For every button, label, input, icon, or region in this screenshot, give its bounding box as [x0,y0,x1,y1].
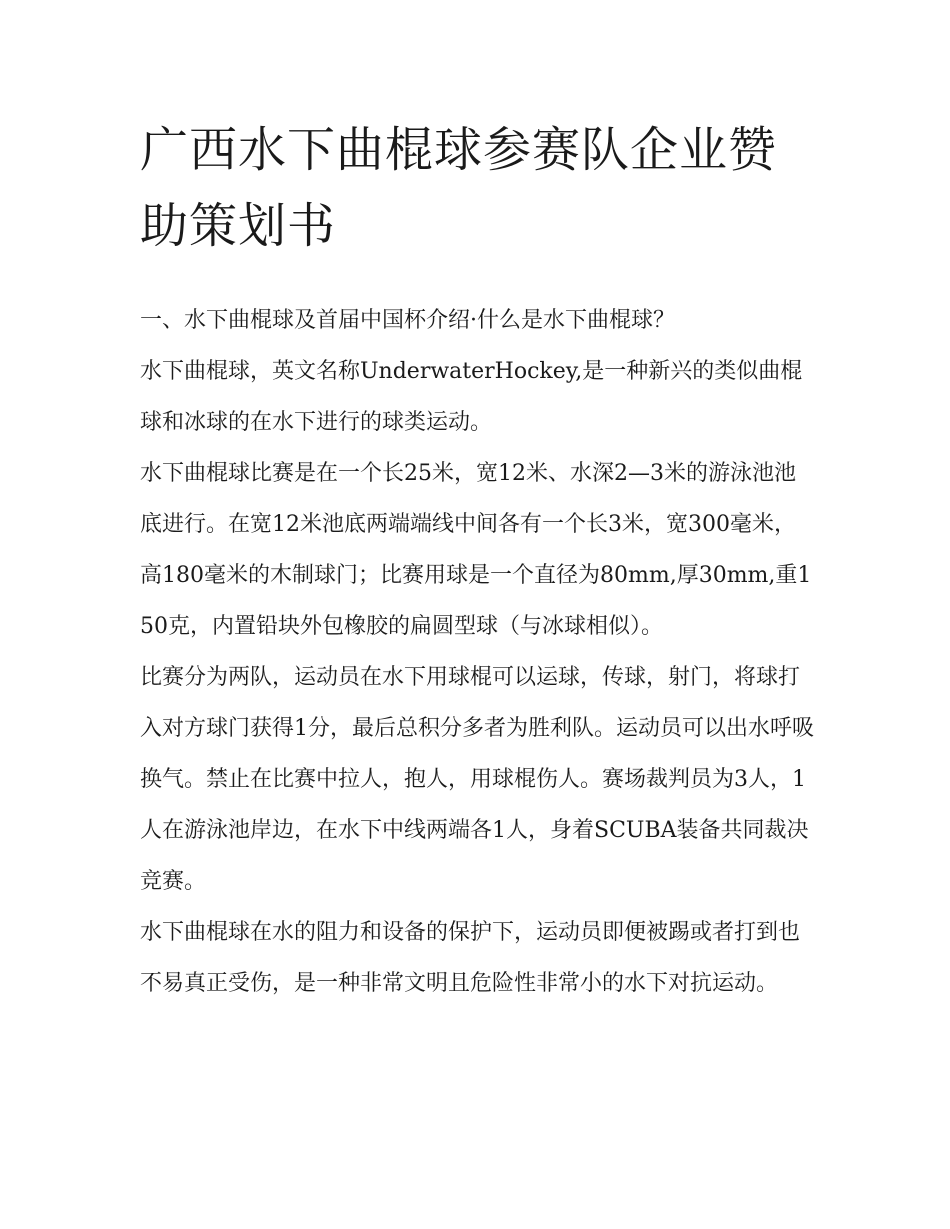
paragraph-rules: 比赛分为两队，运动员在水下用球棍可以运球，传球，射门，将球打入对方球门获得1分，最后总积分多者为胜利队。运动员可以出水呼吸换气。禁止在比赛中拉人，抱人，用球棍伤人。赛场裁判员为3人，1人在游泳池岸边，在水下中线两端各1人，身着SCUBA装备共同裁决竞赛。 [140,665,814,894]
paragraph-intro: 水下曲棍球，英文名称UnderwaterHockey,是一种新兴的类似曲棍球和冰球的在水下进行的球类运动。 [140,359,803,435]
paragraph-field-and-equipment: 水下曲棍球比赛是在一个长25米，宽12米、水深2—3米的游泳池池底进行。在宽12米池底两端端线中间各有一个长3米，宽300毫米，高180毫米的木制球门；比赛用球是一个直径为80mm,厚30mm,重150克，内置铅块外包橡胶的扁圆型球（与冰球相似）。 [140,461,812,639]
document-page [140,112,815,1009]
section-heading: 一、水下曲棍球及首届中国杯介绍·什么是水下曲棍球？ [140,308,675,333]
paragraph-safety: 水下曲棍球在水的阻力和设备的保护下，运动员即便被踢或者打到也不易真正受伤，是一种非常文明且危险性非常小的水下对抗运动。 [140,920,801,996]
document-title: 广西水下曲棍球参赛队企业赞助策划书 [140,122,778,254]
